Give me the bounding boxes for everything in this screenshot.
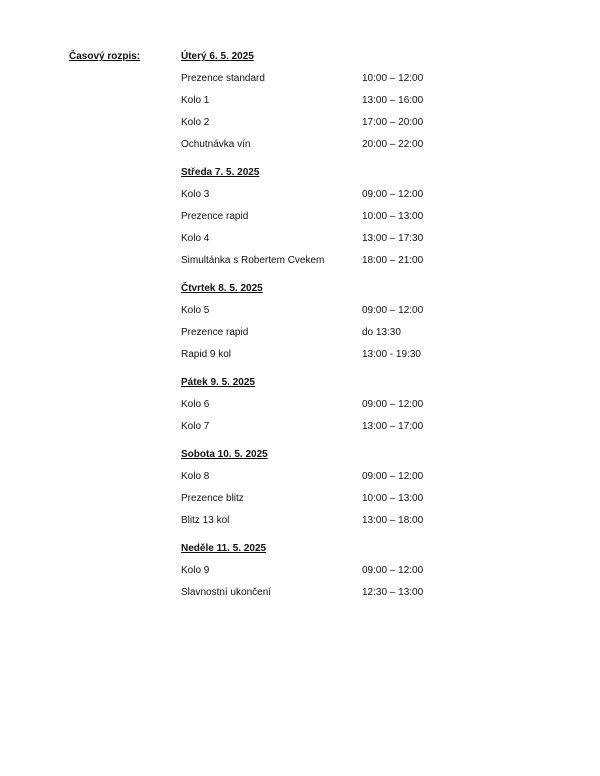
event-name: Kolo 7 (181, 421, 210, 432)
day-title: Neděle 11. 5. 2025 (181, 543, 267, 554)
day-title: Úterý 6. 5. 2025 (181, 51, 254, 62)
event-name: Rapid 9 kol (181, 349, 232, 360)
day-title: Středa 7. 5. 2025 (181, 167, 260, 178)
event-row (181, 471, 501, 483)
event-time: 13:00 – 17:00 (362, 421, 424, 432)
event-time: 13:00 – 18:00 (362, 515, 424, 526)
event-name: Kolo 6 (181, 399, 210, 410)
event-name: Prezence standard (181, 73, 265, 84)
day-title: Čtvrtek 8. 5. 2025 (181, 283, 263, 294)
event-row (181, 587, 501, 599)
day-section (181, 51, 501, 151)
event-row (181, 515, 501, 527)
event-name: Kolo 4 (181, 233, 210, 244)
event-time: 10:00 – 13:00 (362, 493, 424, 504)
event-time: 13:00 – 16:00 (362, 95, 424, 106)
event-row (181, 399, 501, 411)
event-time: do 13:30 (362, 327, 401, 338)
event-row (181, 305, 501, 317)
event-row (181, 211, 501, 223)
event-time: 20:00 – 22:00 (362, 139, 424, 150)
event-name: Kolo 3 (181, 189, 210, 200)
event-row (181, 349, 501, 361)
event-name: Prezence rapid (181, 211, 249, 222)
event-name: Ochutnávka vín (181, 139, 251, 150)
event-name: Kolo 5 (181, 305, 210, 316)
event-row (181, 189, 501, 201)
event-name: Prezence blitz (181, 493, 244, 504)
event-time: 09:00 – 12:00 (362, 189, 424, 200)
event-time: 10:00 – 13:00 (362, 211, 424, 222)
event-name: Slavnostní ukončení (181, 587, 272, 598)
schedule-label: Časový rozpis: (69, 51, 141, 62)
event-row (181, 117, 501, 129)
event-time: 18:00 – 21:00 (362, 255, 424, 266)
event-time: 13:00 – 17:30 (362, 233, 424, 244)
day-section (181, 283, 501, 361)
day-section (181, 543, 501, 599)
event-name: Blitz 13 kol (181, 515, 230, 526)
event-time: 09:00 – 12:00 (362, 305, 424, 316)
day-title: Pátek 9. 5. 2025 (181, 377, 255, 388)
event-row (181, 95, 501, 107)
event-row (181, 73, 501, 85)
event-row (181, 493, 501, 505)
event-name: Kolo 2 (181, 117, 210, 128)
schedule (181, 51, 501, 615)
day-title: Sobota 10. 5. 2025 (181, 449, 268, 460)
event-row (181, 139, 501, 151)
event-name: Kolo 9 (181, 565, 210, 576)
event-time: 12:30 – 13:00 (362, 587, 424, 598)
event-row (181, 421, 501, 433)
event-time: 17:00 – 20:00 (362, 117, 424, 128)
event-time: 09:00 – 12:00 (362, 399, 424, 410)
event-name: Kolo 1 (181, 95, 210, 106)
event-row (181, 565, 501, 577)
event-name: Kolo 8 (181, 471, 210, 482)
event-name: Simultánka s Robertem Cvekem (181, 255, 325, 266)
event-time: 10:00 – 12:00 (362, 73, 424, 84)
event-row (181, 233, 501, 245)
event-time: 09:00 – 12:00 (362, 471, 424, 482)
event-time: 09:00 – 12:00 (362, 565, 424, 576)
event-name: Prezence rapid (181, 327, 249, 338)
event-time: 13:00 - 19:30 (362, 349, 421, 360)
day-section (181, 167, 501, 267)
day-section (181, 377, 501, 433)
event-row (181, 327, 501, 339)
event-row (181, 255, 501, 267)
day-section (181, 449, 501, 527)
